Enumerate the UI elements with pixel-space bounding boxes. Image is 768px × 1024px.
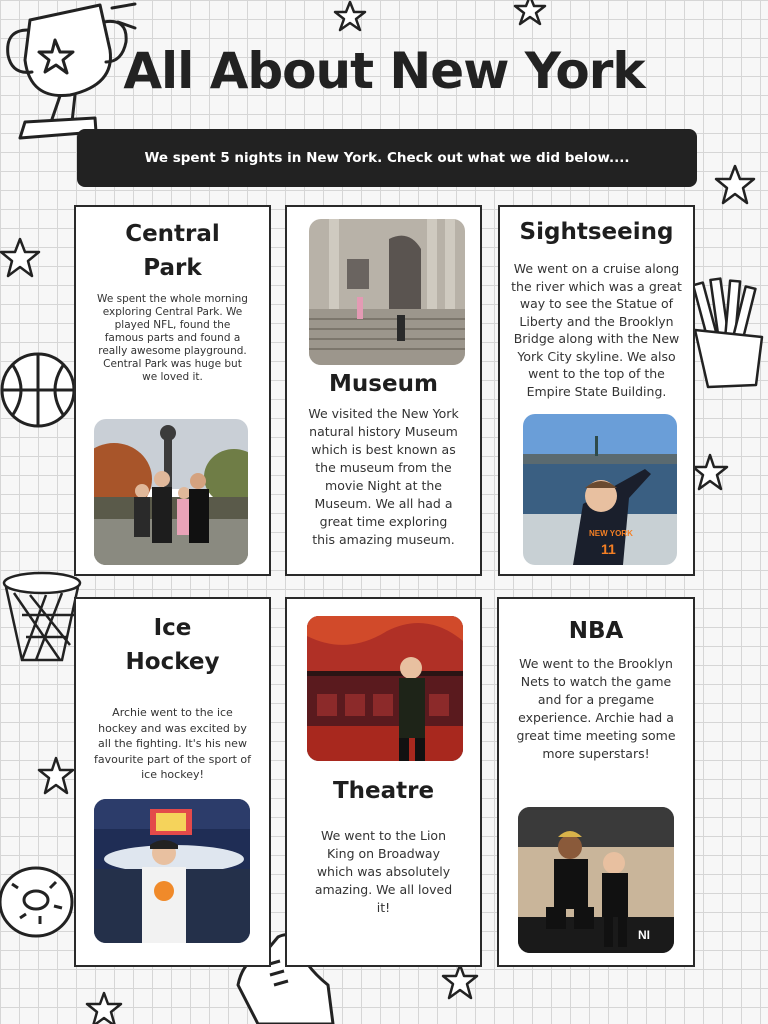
card-museum	[285, 205, 482, 576]
card-title: Ice Hockey	[125, 615, 220, 675]
star-icon	[508, 0, 552, 28]
jersey-number: 11	[601, 541, 616, 557]
card-central-park	[74, 205, 271, 576]
intro-banner	[77, 129, 697, 187]
donut-icon	[0, 862, 78, 942]
card-text: We went to the Lion King on Broadway which was absolutely amazing. We all loved it!	[314, 828, 453, 915]
basketball-icon	[0, 348, 78, 432]
star-icon	[692, 452, 732, 494]
card-theatre	[285, 597, 482, 967]
card-title: Museum	[329, 371, 438, 397]
jersey-text: NEW YORK	[589, 529, 633, 538]
intro-banner-text: We spent 5 nights in New York. Check out what we did below....	[144, 150, 630, 166]
star-icon	[36, 755, 76, 799]
photo-museum	[309, 219, 465, 365]
photo-central-park	[94, 419, 248, 565]
star-icon	[82, 990, 126, 1024]
card-title: Sightseeing	[519, 219, 674, 245]
card-sightseeing	[498, 205, 695, 576]
fries-icon	[690, 275, 768, 395]
card-text: We visited the New York natural history Museum which is best known as the museum from the movie Night at the Museum. We all had a great time exploring this amazing museum.	[308, 406, 459, 547]
card-nba	[497, 597, 695, 967]
star-icon	[325, 0, 375, 34]
card-text: We went to the Brooklyn Nets to watch the game and for a pregame experience. Archie had a great time meeting some more superstars!	[516, 656, 676, 761]
photo-theatre	[307, 616, 463, 761]
svg-text:NI: NI	[638, 928, 650, 942]
star-icon	[712, 163, 758, 209]
card-text: We spent the whole morning exploring Central Park. We played NFL, found the famous parts and found a really awesome playground. Central Park was huge but we loved it.	[97, 293, 248, 383]
card-text: Archie went to the ice hockey and was excited by all the fighting. It's his new favourite part of the sport of ice hockey!	[93, 706, 252, 781]
star-icon	[438, 962, 482, 1004]
star-icon	[0, 236, 46, 280]
card-title: NBA	[568, 618, 624, 644]
card-title: Central Park	[125, 221, 220, 281]
card-title: Theatre	[332, 778, 435, 804]
photo-sightseeing	[523, 414, 677, 565]
page-title: All About New York	[123, 42, 645, 100]
card-text: We went on a cruise along the river which was a great way to see the Statue of Liberty and the Brooklyn Bridge along with the New York City skyline. We also went to the top of the Empire State Building.	[511, 261, 682, 399]
card-ice-hockey	[74, 597, 271, 967]
photo-ice-hockey	[94, 799, 250, 943]
photo-nba	[518, 807, 674, 953]
